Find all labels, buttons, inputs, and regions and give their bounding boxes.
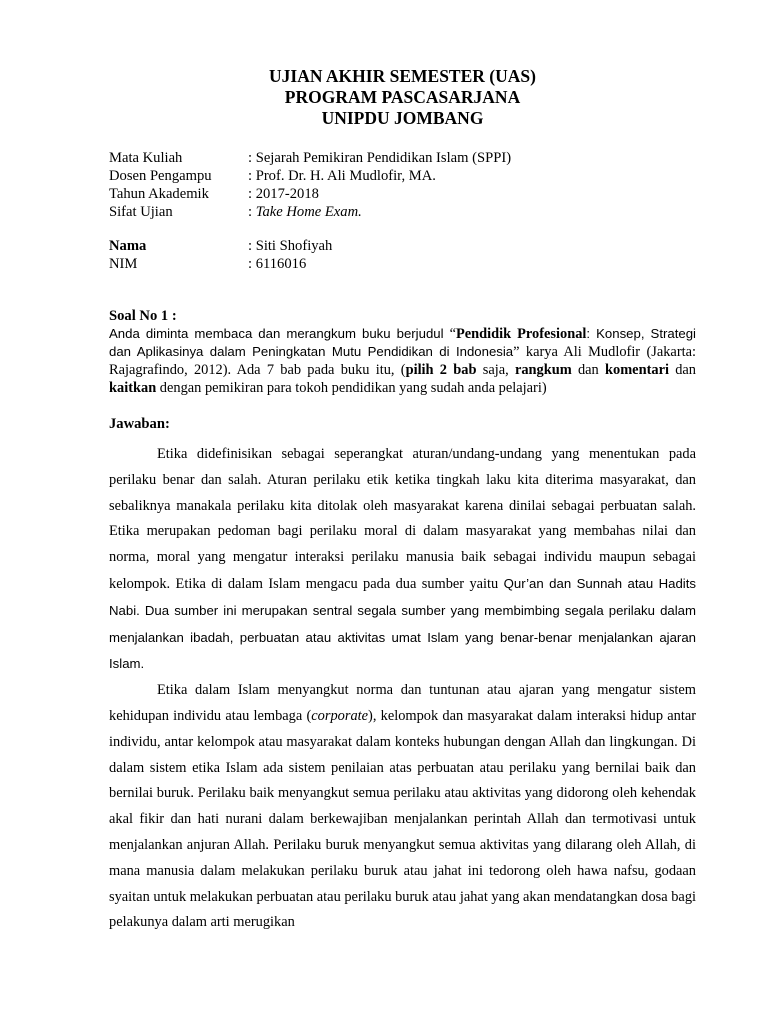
title-line-2: PROGRAM PASCASARJANA xyxy=(284,87,521,107)
paragraph-text-sans: Qur’an dan Sunnah atau Hadits Nabi. Dua sumber ini merupakan sentral segala sumber yang membimbing segala perilaku dalam menjalankan ibadah, perbuatan atau aktivitas umat Islam yang benar-benar menjalankan ajaran Islam. xyxy=(109,575,696,672)
info-row-mata-kuliah xyxy=(109,149,696,167)
question-text-part: dan xyxy=(571,362,605,378)
instruction-bold: komentari xyxy=(605,362,669,378)
document-header xyxy=(109,66,696,129)
info-label: Mata Kuliah xyxy=(109,150,183,166)
answer-paragraph-1 xyxy=(109,442,696,678)
quote-close: ” xyxy=(513,344,520,360)
info-value xyxy=(248,203,696,221)
info-value: : 6116016 xyxy=(248,256,307,272)
info-label: NIM xyxy=(109,256,138,272)
info-value: : 2017-2018 xyxy=(248,186,319,202)
paragraph-text-italic: corporate xyxy=(311,707,369,724)
book-title-bold: Pendidik Profesional xyxy=(455,326,587,342)
quote-open: “ xyxy=(449,326,456,342)
instruction-bold: rangkum xyxy=(514,362,572,378)
info-value-italic: Take Home Exam. xyxy=(255,204,362,220)
question-text-part: Anda diminta membaca dan merangkum buku berjudul xyxy=(109,326,450,341)
exam-info xyxy=(109,149,696,273)
instruction-bold: pilih 2 bab xyxy=(405,362,477,378)
answer-paragraph-2 xyxy=(109,678,696,936)
info-colon: : xyxy=(248,204,256,220)
question-text-part: : Konsep, Strategi dan Aplikasinya dalam Peningkatan Mutu Pendidikan di Indonesia xyxy=(109,326,696,359)
info-row-nim xyxy=(109,255,696,273)
info-label: Tahun Akademik xyxy=(109,186,209,202)
info-label: Sifat Ujian xyxy=(109,204,173,220)
document-page xyxy=(109,66,696,936)
question-text-part: saja, xyxy=(476,362,515,378)
question-text-part: dan xyxy=(668,362,696,378)
info-row-nama xyxy=(109,237,696,255)
info-value: : Sejarah Pemikiran Pendidikan Islam (SPPI) xyxy=(248,150,512,166)
info-label: Nama xyxy=(109,238,147,254)
question-section xyxy=(109,307,696,397)
answer-heading: Jawaban: xyxy=(109,416,170,432)
paragraph-text: Etika didefinisikan sebagai seperangkat aturan/undang-undang yang menentukan pada perilaku benar dan salah. Aturan perilaku etik ketika tingkah laku kita diterima masyarakat, dan sebaliknya manakala perilaku kita ditolak oleh masyarakat karena dinilai sebagai perbuatan salah. Etika merupakan pedoman bagi perilaku moral di dalam masyarakat yang membahas nilai dan norma, moral yang mengatur interaksi perilaku manusia baik sebagai individu maupun sebagai kelompok. Etika di dalam Islam mengacu pada dua sumber yaitu xyxy=(109,446,696,592)
question-text-part: karya Ali Mudlofir (Jakarta: Rajagrafindo, 2012). Ada 7 bab pada buku itu, ( xyxy=(109,344,696,378)
instruction-bold: kaitkan xyxy=(109,380,157,396)
question-text xyxy=(109,325,696,397)
info-row-tahun xyxy=(109,185,696,203)
info-value: : Prof. Dr. H. Ali Mudlofir, MA. xyxy=(248,168,436,184)
title-line-1: UJIAN AKHIR SEMESTER (UAS) xyxy=(269,66,536,86)
info-row-sifat xyxy=(109,203,696,221)
paragraph-text: ), kelompok dan masyarakat dalam interaksi hidup antar individu, antar kelompok atau masyarakat dalam konteks hubungan dengan Allah dan lingkungan. Di dalam sistem etika Islam ada sistem penilaian atas perbuatan atau perilaku yang bernilai baik dan bernilai buruk. Perilaku baik menyangkut semua perilaku atau aktivitas yang didorong oleh kehendak akal fikir dan hati nurani dalam berkewajiban menjalankan perintah Allah dan termotivasi untuk menjalankan anjuran Allah. Perilaku buruk menyangkut semua aktivitas yang dilarang oleh Allah, di mana manusia dalam melakukan perilaku buruk atau jahat ini tedorong oleh hawa nafsu, godaan syaitan untuk melakukan perbuatan atau perilaku buruk atau jahat yang akan mendatangkan dosa bagi pelakunya dalam arti merugikan xyxy=(109,707,697,931)
info-label: Dosen Pengampu xyxy=(109,168,212,184)
question-text-part: dengan pemikiran para tokoh pendidikan yang sudah anda pelajari) xyxy=(156,380,547,396)
paragraph-text: Etika dalam Islam menyangkut norma dan tuntunan atau ajaran yang mengatur sistem kehidupan individu atau lembaga ( xyxy=(109,682,696,724)
info-value: : Siti Shofiyah xyxy=(248,238,333,254)
question-heading: Soal No 1 : xyxy=(109,308,177,324)
info-row-dosen xyxy=(109,167,696,185)
title-line-3: UNIPDU JOMBANG xyxy=(321,108,484,128)
